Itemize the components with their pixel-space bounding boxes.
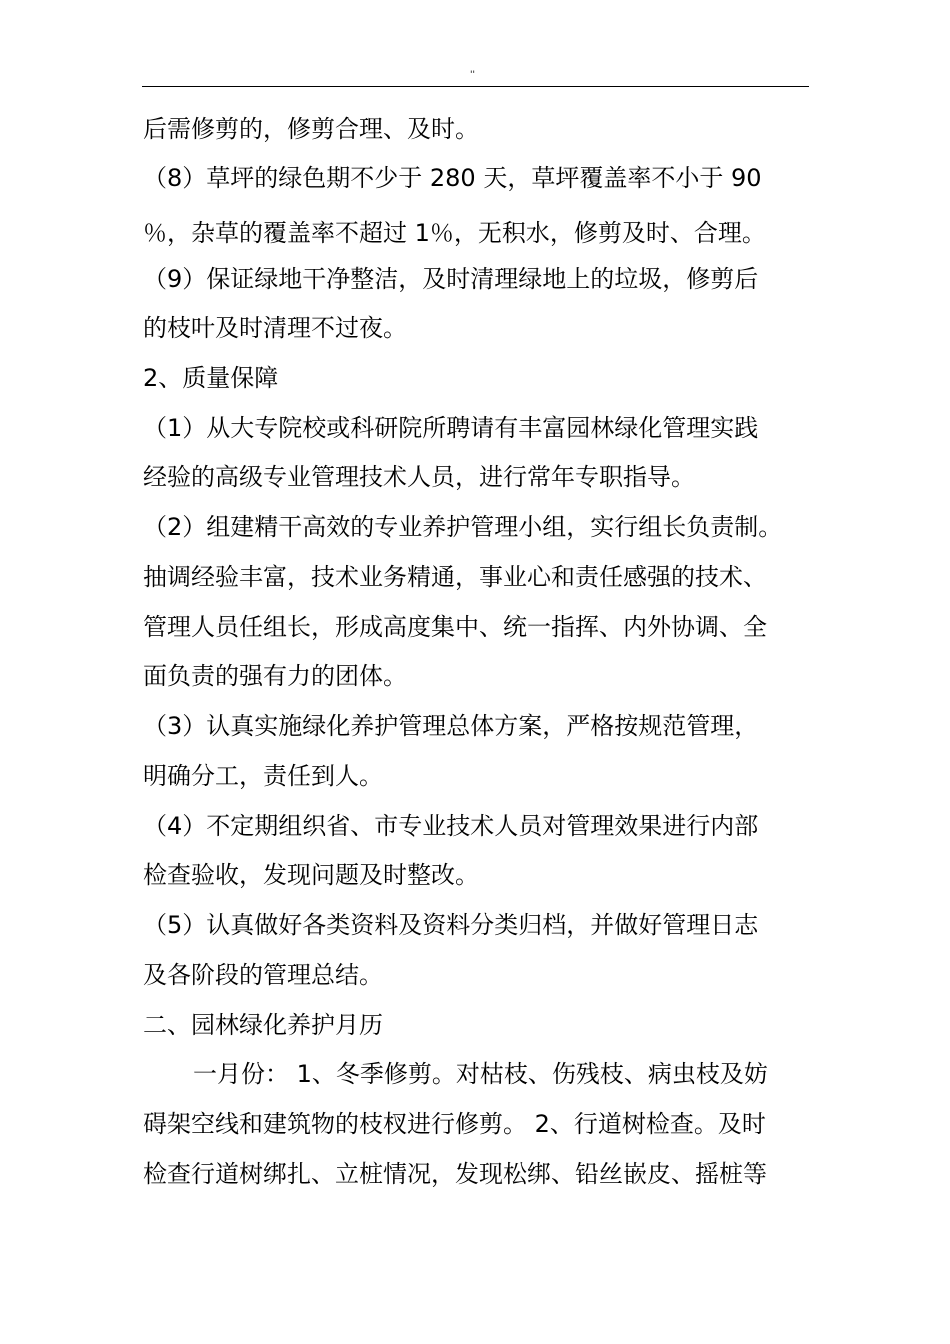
- text-line: 面负责的强有力的团体。: [143, 662, 407, 690]
- text-line: （1）从大专院校或科研院所聘请有丰富园林绿化管理实践: [143, 414, 759, 442]
- text-line: （4）不定期组织省、市专业技术人员对管理效果进行内部: [143, 812, 759, 840]
- text-line: 碍架空线和建筑物的枝杈进行修剪。 2、行道树检查。及时: [143, 1110, 766, 1138]
- text-line: 及各阶段的管理总结。: [143, 961, 383, 989]
- text-line: （2）组建精干高效的专业养护管理小组，实行组长负责制。: [143, 513, 783, 541]
- text-line: 经验的高级专业管理技术人员，进行常年专职指导。: [143, 463, 695, 491]
- text-line: 一月份： 1、冬季修剪。对枯枝、伤残枝、病虫枝及妨: [193, 1060, 768, 1088]
- text-line: 检查行道树绑扎、立桩情况，发现松绑、铅丝嵌皮、摇桩等: [143, 1160, 767, 1188]
- text-line: （9）保证绿地干净整洁，及时清理绿地上的垃圾，修剪后: [143, 265, 759, 293]
- text-line: 管理人员任组长，形成高度集中、统一指挥、内外协调、全: [143, 613, 767, 641]
- text-line: （5）认真做好各类资料及资料分类归档，并做好管理日志: [143, 911, 759, 939]
- text-line: ％，杂草的覆盖率不超过 1％，无积水，修剪及时、合理。: [143, 219, 766, 247]
- text-line: （3）认真实施绿化养护管理总体方案，严格按规范管理，: [143, 712, 759, 740]
- section-heading: 二、园林绿化养护月历: [143, 1011, 383, 1039]
- text-line: 检查验收，发现问题及时整改。: [143, 861, 479, 889]
- text-line: 的枝叶及时清理不过夜。: [143, 314, 407, 342]
- text-line: 抽调经验丰富，技术业务精通，事业心和责任感强的技术、: [143, 563, 767, 591]
- section-heading: 2、质量保障: [143, 364, 279, 392]
- text-line: 明确分工，责任到人。: [143, 762, 383, 790]
- header-rule: [142, 86, 809, 87]
- text-line: （8）草坪的绿色期不少于 280 天，草坪覆盖率不小于 90: [143, 164, 762, 192]
- text-line: 后需修剪的，修剪合理、及时。: [143, 115, 479, 143]
- page-header-mark: '': [470, 70, 475, 80]
